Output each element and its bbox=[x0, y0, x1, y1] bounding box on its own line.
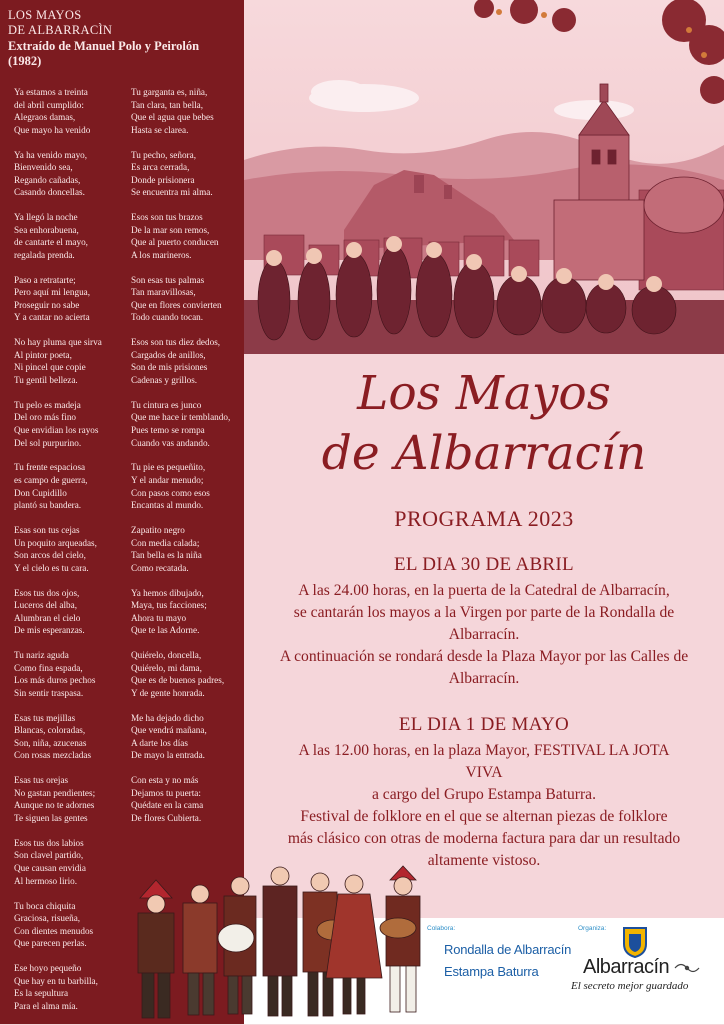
poem-line: Tu boca chiquita bbox=[14, 900, 76, 911]
poem-line: Todo cuando tocan. bbox=[131, 312, 204, 323]
poem-line: Quiérelo, doncella, bbox=[131, 650, 202, 661]
poem-stanza bbox=[131, 274, 243, 324]
poem-line: Que parecen perlas. bbox=[14, 938, 87, 949]
poem-heading-line1: LOS MAYOS bbox=[8, 8, 82, 22]
event-1-title: EL DIA 30 DE ABRIL bbox=[394, 554, 574, 575]
poem-line: Cadenas y grillos. bbox=[131, 374, 198, 385]
poem-line: Me ha dejado dicho bbox=[131, 712, 204, 723]
poem-stanza bbox=[131, 211, 243, 261]
poem-line: Te siguen las gentes bbox=[14, 813, 88, 823]
poem-line: Alegraos damas, bbox=[14, 112, 76, 123]
poem-line: Graciosa, risueña, bbox=[14, 913, 81, 924]
poem-stanza bbox=[14, 962, 126, 1012]
poem-line: Regando cañadas, bbox=[14, 174, 81, 185]
poem-stanza bbox=[14, 587, 126, 637]
poem-line: del abril cumplido: bbox=[14, 99, 84, 110]
poem-line: Con dientes menudos bbox=[14, 925, 94, 936]
poem-line: No hay pluma que sirva bbox=[14, 337, 102, 348]
poem-line: Hasta se clarea. bbox=[131, 124, 189, 135]
poem-line: Aunque no te adornes bbox=[14, 800, 95, 811]
poem-line: Un poquito arqueadas, bbox=[14, 537, 97, 548]
poem-line: Ya llegó la noche bbox=[14, 212, 78, 223]
poem-line: Esos son tus brazos bbox=[131, 212, 203, 223]
ornament-icon bbox=[674, 960, 700, 976]
coat-of-arms-icon bbox=[622, 926, 648, 958]
poem-stanza bbox=[14, 461, 126, 511]
event-1-line: se cantarán los mayos a la Virgen por parte de la Rondalla de bbox=[293, 604, 675, 621]
poem-stanza bbox=[131, 649, 243, 699]
poem-stanza bbox=[14, 86, 126, 136]
poem-line: Y el andar menudo; bbox=[131, 475, 204, 486]
event-1-line: A continuación se rondará desde la Plaza Mayor por las Calles de bbox=[279, 648, 689, 665]
town-illustration bbox=[244, 0, 724, 354]
poem-stanza bbox=[14, 399, 126, 449]
poem-line: es campo de guerra, bbox=[14, 475, 88, 486]
poem-line: Tan maravillosas, bbox=[131, 287, 196, 298]
poem-line: Son arcos del cielo, bbox=[14, 550, 86, 561]
poem-line: Ya ha venido mayo, bbox=[14, 149, 88, 160]
poem-line: Son clavel partido, bbox=[14, 850, 84, 861]
poem-line: Esas son tus cejas bbox=[14, 525, 80, 536]
poem-line: Maya, tus facciones; bbox=[131, 600, 207, 611]
poem-stanza bbox=[131, 336, 243, 386]
poem-line: Blancas, coloradas, bbox=[14, 725, 86, 736]
poem-column-left bbox=[14, 86, 126, 1025]
poem-stanza bbox=[131, 587, 243, 637]
poem-stanza bbox=[131, 86, 243, 136]
poem-line: De mayo la entrada. bbox=[131, 750, 205, 761]
poem-stanza bbox=[14, 336, 126, 386]
poem-stanza bbox=[14, 649, 126, 699]
poem-line: Con esta y no más bbox=[131, 775, 199, 786]
poem-line: Tu garganta es, niña, bbox=[131, 87, 208, 97]
poem-line: Y el cielo es tu cara. bbox=[14, 562, 89, 573]
poem-line: Que el agua que bebes bbox=[131, 112, 214, 123]
collaborator-estampa: Estampa Baturra bbox=[444, 964, 539, 979]
poem-line: Son de mis prisiones bbox=[131, 362, 208, 373]
poem-line: Que causan envidia bbox=[14, 863, 86, 874]
poem-stanza bbox=[14, 274, 126, 324]
poem-line: Al pintor poeta, bbox=[14, 349, 72, 360]
poem-stanza bbox=[14, 774, 126, 824]
poem-line: Bienvenido sea, bbox=[14, 162, 73, 173]
poem-line: Tan bella es la niña bbox=[131, 550, 202, 561]
event-2-text bbox=[248, 740, 720, 872]
program-subtitle: PROGRAMA 2023 bbox=[394, 506, 574, 531]
poem-stanza bbox=[14, 900, 126, 950]
event-2-line: altamente vistoso. bbox=[427, 852, 541, 869]
brand-logo-text: Albarracín bbox=[583, 956, 670, 978]
poem-heading bbox=[8, 8, 112, 38]
poem-line: Proseguir no sabe bbox=[14, 299, 80, 310]
poem-line: Que hay en tu barbilla, bbox=[14, 975, 98, 986]
event-1-line: Albarracín. bbox=[448, 670, 520, 687]
poem-line: Que vendrá mañana, bbox=[131, 725, 207, 736]
poem-source-line2: (1982) bbox=[8, 54, 42, 68]
event-1-line: A las 24.00 horas, en la puerta de la Catedral de Albarracín, bbox=[298, 582, 670, 599]
poem-line: A los marineros. bbox=[131, 249, 192, 260]
poem-stanza bbox=[131, 712, 243, 762]
poem-line: Para el alma mía. bbox=[14, 1000, 78, 1011]
poem-line: De mis esperanzas. bbox=[14, 625, 85, 636]
brand-tagline: El secreto mejor guardado bbox=[571, 980, 689, 992]
poem-line: Que al puerto conducen bbox=[131, 237, 219, 248]
poem-line: Del oro más fino bbox=[14, 412, 77, 423]
poem-line: Son esas tus palmas bbox=[131, 274, 205, 285]
poem-stanza bbox=[14, 211, 126, 261]
poem-line: Tu pecho, señora, bbox=[131, 149, 196, 160]
poem-line: Dejamos tu puerta: bbox=[131, 787, 201, 798]
poem-line: No gastan pendientes; bbox=[14, 787, 96, 798]
poem-line: Alumbran el cielo bbox=[14, 612, 81, 623]
poem-line: De flores Cubierta. bbox=[131, 813, 202, 823]
collaborator-rondalla: Rondalla de Albarracín bbox=[444, 942, 572, 957]
poem-source bbox=[8, 39, 199, 69]
poem-line: Con rosas mezcladas bbox=[14, 750, 92, 761]
poem-line: de cantarte el mayo, bbox=[14, 237, 88, 248]
poem-stanza bbox=[131, 399, 243, 449]
poem-line: Que envidian los rayos bbox=[14, 424, 99, 435]
poem-stanza bbox=[14, 712, 126, 762]
poem-column-right bbox=[131, 86, 243, 837]
poem-line: Pero aquí mi lengua, bbox=[14, 287, 91, 298]
poem-source-line1: Extraído de Manuel Polo y Peirolón bbox=[8, 39, 200, 53]
poem-line: A darte los días bbox=[131, 737, 188, 748]
poem-line: Como recatada. bbox=[131, 562, 189, 573]
poem-stanza bbox=[131, 524, 243, 574]
poem-line: Como fina espada, bbox=[14, 662, 83, 673]
poem-line: Ya estamos a treinta bbox=[14, 87, 88, 97]
event-2-line: a cargo del Grupo Estampa Baturra. bbox=[371, 786, 596, 803]
poem-line: Quiérelo, mi dama, bbox=[131, 662, 202, 673]
poem-line: Los más duros pechos bbox=[14, 675, 96, 686]
poem-line: Tu gentil belleza. bbox=[14, 374, 78, 385]
collaborates-label: Colabora: bbox=[427, 925, 456, 932]
albarracin-town-illustration bbox=[244, 0, 724, 354]
poem-line: Pues temo se rompa bbox=[131, 424, 205, 435]
poem-line: Ese hoyo pequeño bbox=[14, 963, 82, 974]
poem-line: De la mar son remos, bbox=[131, 224, 210, 235]
poem-stanza bbox=[14, 837, 126, 887]
poem-line: Que me hace ir temblando, bbox=[131, 412, 231, 423]
poem-line: Se encuentra mi alma. bbox=[131, 187, 213, 198]
poem-line: Es la sepultura bbox=[14, 988, 69, 999]
event-1-text bbox=[248, 580, 720, 690]
poem-line: Luceros del alba, bbox=[14, 600, 78, 611]
poem-line: Paso a retratarte; bbox=[14, 274, 76, 285]
musicians-illustration bbox=[128, 858, 428, 1024]
title-line-2: de Albarracín bbox=[321, 426, 647, 481]
poem-line: Que te las Adorne. bbox=[131, 625, 200, 636]
poem-line: Ahora tu mayo bbox=[131, 612, 187, 623]
organizes-label: Organiza: bbox=[578, 925, 607, 932]
poem-line: Tu pelo es madeja bbox=[14, 399, 81, 410]
poem-line: Esos tus dos ojos, bbox=[14, 587, 80, 598]
poem-line: Tan clara, tan bella, bbox=[131, 99, 204, 110]
poem-line: Tu pie es pequeñito, bbox=[131, 462, 206, 473]
poem-line: Esos tus dos labios bbox=[14, 837, 84, 848]
poem-line: Son, niña, azucenas bbox=[14, 737, 87, 748]
event-2-line: VIVA bbox=[465, 764, 503, 781]
poem-line: Esos son tus diez dedos, bbox=[131, 337, 221, 348]
poem-line: Sin sentir traspasa. bbox=[14, 687, 84, 698]
poem-line: Con pasos como esos bbox=[131, 487, 210, 498]
poem-line: Al hermoso lirio. bbox=[14, 875, 78, 886]
poem-line: plantó su bandera. bbox=[14, 500, 82, 511]
poem-line: Que es de buenos padres, bbox=[131, 675, 225, 686]
poem-line: Que mayo ha venido bbox=[14, 124, 91, 135]
poem-line: Casando doncellas. bbox=[14, 187, 85, 198]
poem-line: Zapatito negro bbox=[131, 525, 185, 536]
poem-line: Cargados de anillos, bbox=[131, 349, 206, 360]
poem-line: Y de gente honrada. bbox=[131, 687, 205, 698]
poem-line: Quédate en la cama bbox=[131, 800, 204, 811]
poem-line: Don Cupidillo bbox=[14, 487, 67, 498]
event-2-line: más clásico con otras de moderna factura para dar un resultado bbox=[287, 830, 681, 847]
poem-line: Y a cantar no acierta bbox=[14, 312, 90, 323]
poem-line: Es arca cerrada, bbox=[131, 162, 190, 173]
event-1-line: Albarracín. bbox=[448, 626, 520, 643]
poem-stanza bbox=[14, 149, 126, 199]
poem-line: Donde prisionera bbox=[131, 174, 195, 185]
poem-line: Con media calada; bbox=[131, 537, 200, 548]
poem-line: Encantas al mundo. bbox=[131, 500, 204, 511]
poem-heading-line2: DE ALBARRACÌN bbox=[8, 23, 113, 37]
poem-stanza bbox=[131, 774, 243, 824]
poem-line: Que en flores convierten bbox=[131, 299, 222, 310]
poem-line: Tu frente espaciosa bbox=[14, 462, 86, 473]
poem-line: Tu cintura es junco bbox=[131, 399, 202, 410]
event-2-title: EL DIA 1 DE MAYO bbox=[398, 714, 570, 735]
poem-line: Esas tus orejas bbox=[14, 775, 69, 786]
poem-line: Tu nariz aguda bbox=[14, 650, 69, 661]
poem-stanza bbox=[131, 149, 243, 199]
poem-line: Esas tus mejillas bbox=[14, 712, 76, 723]
poem-line: regalada prenda. bbox=[14, 249, 75, 260]
poem-stanza bbox=[131, 461, 243, 511]
poem-line: Sea enhorabuena, bbox=[14, 224, 79, 235]
poem-line: Cuando vas andando. bbox=[131, 437, 210, 448]
title-line-1: Los Mayos bbox=[357, 366, 611, 421]
poem-stanza bbox=[14, 524, 126, 574]
event-2-line: Festival de folklore en el que se alternan piezas de folklore bbox=[300, 808, 668, 825]
event-2-line: A las 12.00 horas, en la plaza Mayor, FESTIVAL LA JOTA bbox=[298, 742, 670, 759]
poem-line: Ni pincel que copie bbox=[14, 362, 86, 373]
poem-line: Ya hemos dibujado, bbox=[131, 587, 204, 598]
poem-line: Del sol purpurino. bbox=[14, 437, 82, 448]
